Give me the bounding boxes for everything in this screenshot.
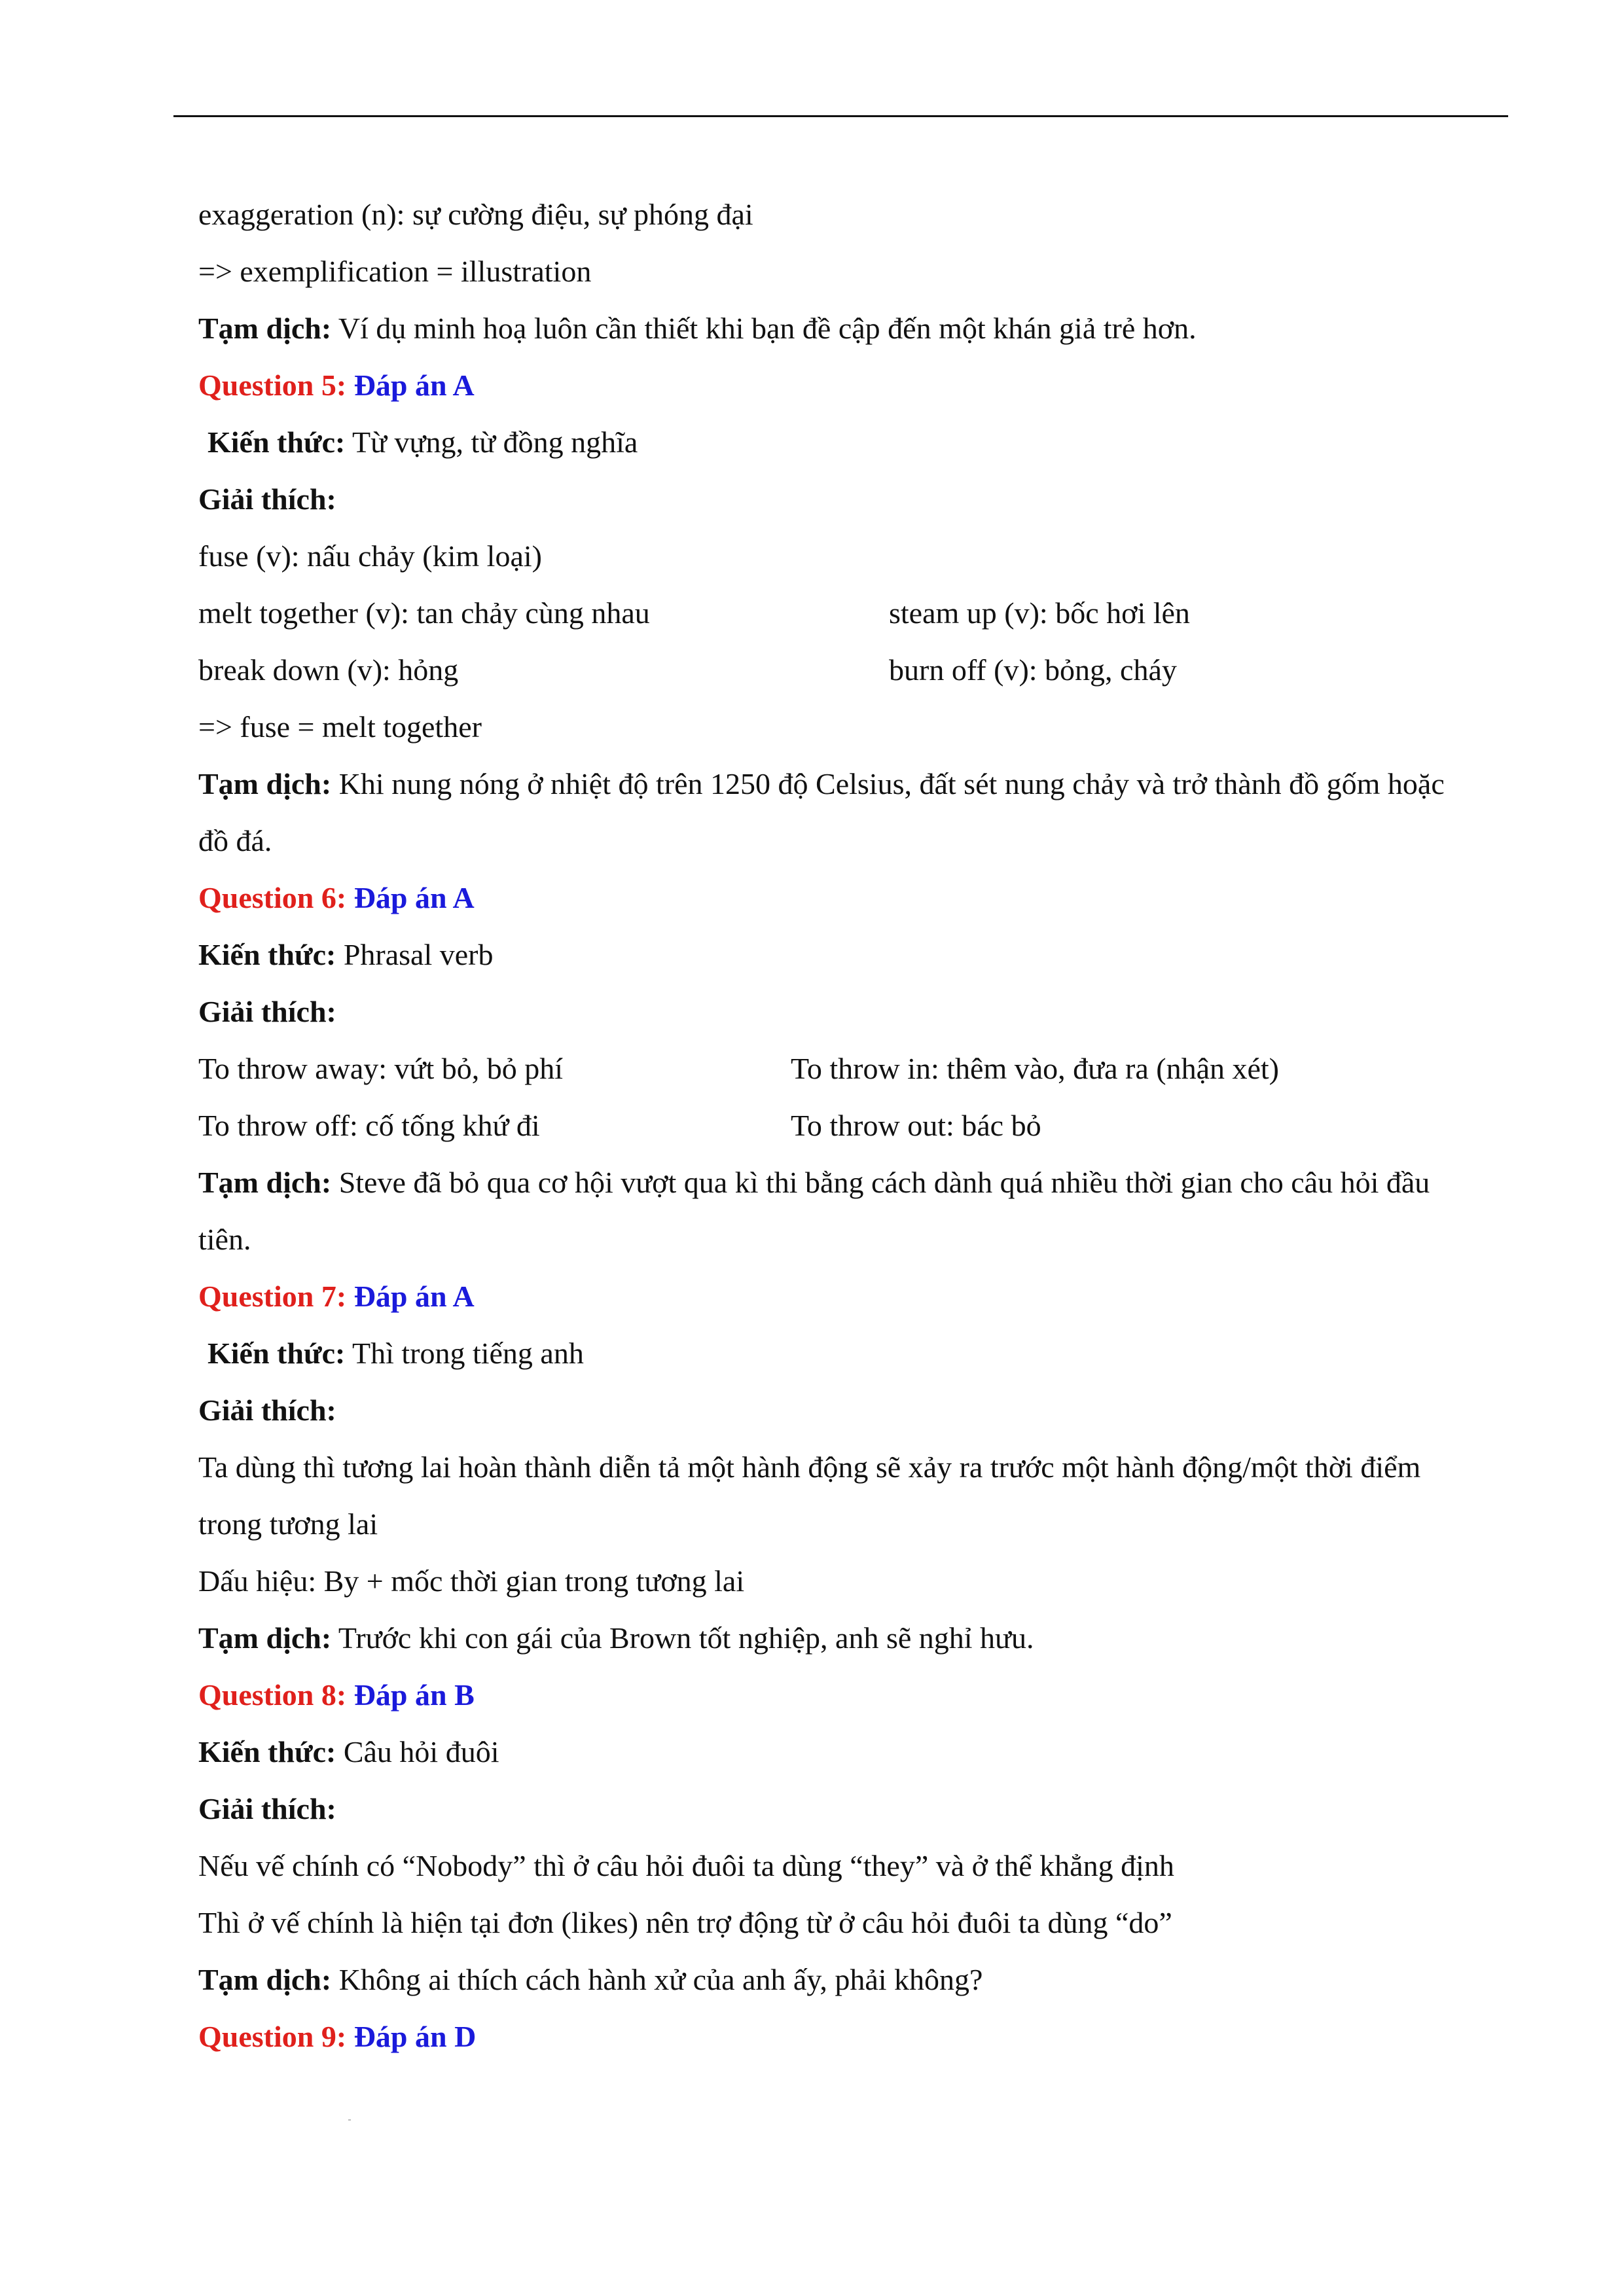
question-number: Question 6: <box>198 881 347 914</box>
vocab-row <box>198 1040 1475 1097</box>
vocab-item: break down (v): hỏng <box>198 653 459 687</box>
label-kienthuc: Kiến thức: <box>198 938 336 971</box>
label-tamdich: Tạm dịch: <box>198 767 332 800</box>
answer-label: Đáp án D <box>346 2020 477 2053</box>
vocab-item: burn off (v): bỏng, cháy <box>889 653 1177 687</box>
text-line: fuse (v): nấu chảy (kim loại) <box>198 539 542 573</box>
vocab-row <box>198 641 1475 698</box>
document-body <box>198 186 1475 2065</box>
text-line: Ta dùng thì tương lai hoàn thành diễn tả một hành động sẽ xảy ra trước một hành động/một thời điểm trong tương lai <box>198 1450 1421 1541</box>
text-line: => exemplification = illustration <box>198 255 592 288</box>
question-number: Question 7: <box>198 1280 347 1313</box>
translation-text: Không ai thích cách hành xử của anh ấy, phải không? <box>331 1963 983 1996</box>
vocab-item: To throw in: thêm vào, đưa ra (nhận xét) <box>791 1052 1279 1085</box>
translation-text: Trước khi con gái của Brown tốt nghiệp, anh sẽ nghỉ hưu. <box>331 1621 1034 1655</box>
knowledge-line <box>198 1325 1475 1382</box>
question-6-heading <box>198 869 1475 926</box>
question-9-heading <box>198 2008 1475 2065</box>
label-giaithich: Giải thích: <box>198 995 336 1028</box>
answer-label: Đáp án A <box>346 368 475 402</box>
translation-line <box>198 755 1475 869</box>
question-number: Question 8: <box>198 1678 347 1712</box>
vocab-row <box>198 584 1475 641</box>
text-line: Thì ở vế chính là hiện tại đơn (likes) nên trợ động từ ở câu hỏi đuôi ta dùng “do” <box>198 1906 1172 1939</box>
answer-label: Đáp án A <box>346 1280 475 1313</box>
label-giaithich: Giải thích: <box>198 482 336 516</box>
label-tamdich: Tạm dịch: <box>198 1621 332 1655</box>
text-line: Nếu vế chính có “Nobody” thì ở câu hỏi đuôi ta dùng “they” và ở thể khẳng định <box>198 1849 1174 1882</box>
question-5-heading <box>198 357 1475 414</box>
label-tamdich: Tạm dịch: <box>198 1963 332 1996</box>
knowledge-text: Câu hỏi đuôi <box>336 1735 499 1768</box>
question-number: Question 9: <box>198 2020 347 2053</box>
translation-text: Steve đã bỏ qua cơ hội vượt qua kì thi bằng cách dành quá nhiều thời gian cho câu hỏi đầu tiên. <box>198 1166 1430 1256</box>
vocab-row <box>198 1097 1475 1154</box>
question-number: Question 5: <box>198 368 347 402</box>
knowledge-line <box>198 414 1475 471</box>
translation-text: Ví dụ minh hoạ luôn cần thiết khi bạn đề cập đến một khán giả trẻ hơn. <box>331 312 1197 345</box>
vocab-item: steam up (v): bốc hơi lên <box>889 596 1190 630</box>
translation-line <box>198 1951 1475 2008</box>
vocab-item: To throw off: cố tống khứ đi <box>198 1109 540 1142</box>
label-kienthuc: Kiến thức: <box>208 1336 346 1370</box>
label-giaithich: Giải thích: <box>198 1393 336 1427</box>
label-kienthuc: Kiến thức: <box>198 1735 336 1768</box>
knowledge-line <box>198 1723 1475 1780</box>
header-rule <box>173 115 1508 117</box>
question-8-heading <box>198 1666 1475 1723</box>
translation-line <box>198 300 1475 357</box>
text-line: => fuse = melt together <box>198 710 482 744</box>
vocab-item: To throw out: bác bỏ <box>791 1109 1041 1142</box>
translation-line <box>198 1154 1475 1268</box>
scan-speck <box>348 2119 351 2121</box>
text-line: exaggeration (n): sự cường điệu, sự phóng đại <box>198 198 753 231</box>
translation-text: Khi nung nóng ở nhiệt độ trên 1250 độ Celsius, đất sét nung chảy và trở thành đồ gốm hoặc đồ đá. <box>198 767 1445 857</box>
question-7-heading <box>198 1268 1475 1325</box>
text-line: Dấu hiệu: By + mốc thời gian trong tương lai <box>198 1564 745 1598</box>
answer-label: Đáp án A <box>346 881 475 914</box>
knowledge-text: Thì trong tiếng anh <box>345 1336 584 1370</box>
knowledge-text: Phrasal verb <box>336 938 494 971</box>
vocab-item: melt together (v): tan chảy cùng nhau <box>198 596 650 630</box>
label-tamdich: Tạm dịch: <box>198 312 332 345</box>
label-tamdich: Tạm dịch: <box>198 1166 332 1199</box>
knowledge-line <box>198 926 1475 983</box>
translation-line <box>198 1609 1475 1666</box>
vocab-item: To throw away: vứt bỏ, bỏ phí <box>198 1052 564 1085</box>
label-giaithich: Giải thích: <box>198 1792 336 1825</box>
label-kienthuc: Kiến thức: <box>208 425 346 459</box>
knowledge-text: Từ vựng, từ đồng nghĩa <box>345 425 638 459</box>
answer-label: Đáp án B <box>346 1678 475 1712</box>
